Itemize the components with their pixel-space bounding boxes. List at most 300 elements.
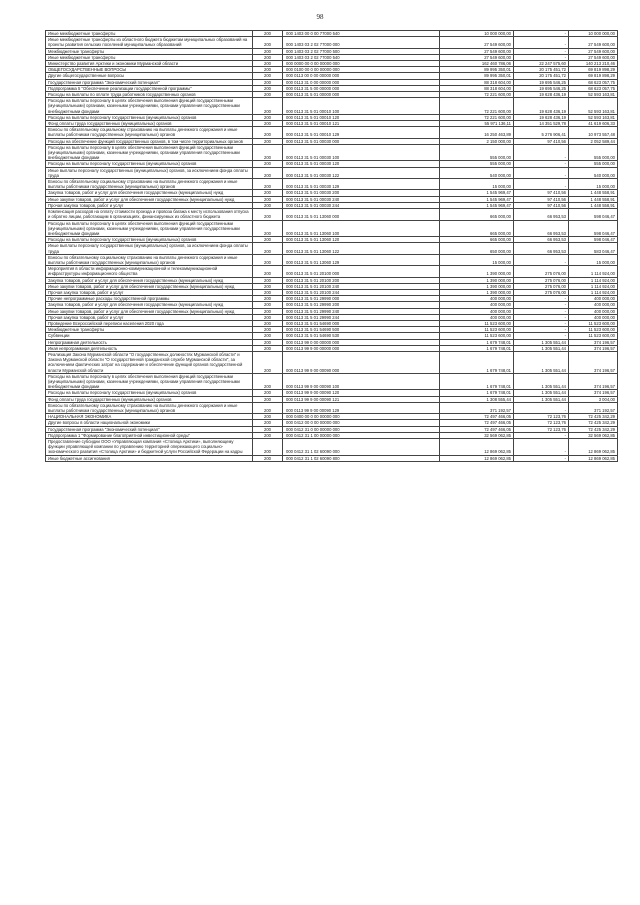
table-row <box>46 373 618 390</box>
row-budget-cell: 89 995 350,01 <box>440 67 514 73</box>
row-code-cell: 200 <box>253 333 283 339</box>
row-executed-cell: 1 305 551,44 <box>514 390 569 396</box>
row-budget-cell: 12 869 062,85 <box>440 439 514 456</box>
row-budget-cell: 72 221 600,00 <box>440 114 514 120</box>
row-budget-cell: 72 497 466,05 <box>440 414 514 420</box>
row-executed-cell: - <box>514 161 569 167</box>
row-name-cell: Фонд оплаты труда государственных (муниципальных) органов <box>46 396 253 402</box>
row-code-cell: 200 <box>253 314 283 320</box>
row-name-cell: Иные закупки товаров, работ и услуг для обеспечения государственных (муниципальных) нужд <box>46 308 253 314</box>
row-budget-cell: 27 549 600,00 <box>440 48 514 54</box>
row-remaining-cell: 11 523 600,00 <box>569 327 618 333</box>
row-code-cell: 200 <box>253 351 283 373</box>
row-code-cell: 200 <box>253 296 283 302</box>
row-name-cell: Непрограммная деятельность <box>46 339 253 345</box>
row-code-cell: 200 <box>253 179 283 190</box>
row-kbk-cell: 000 1403 03 2 02 77000 000 <box>283 37 440 48</box>
table-row <box>46 254 618 265</box>
row-remaining-cell: 374 196,57 <box>569 345 618 351</box>
row-kbk-cell: 000 0113 31 5 01 54690 530 <box>283 333 440 339</box>
row-name-cell: Расходы на выплаты персоналу в целях обеспечения выполнения функций государственными (муниципальными) органами, казенными учреждениями, органами управления государственными внебюджетными фондами <box>46 98 253 115</box>
row-executed-cell: - <box>514 179 569 190</box>
row-budget-cell: 72 221 600,00 <box>440 92 514 98</box>
row-executed-cell: - <box>514 314 569 320</box>
table-row <box>46 144 618 161</box>
row-remaining-cell: 10 973 557,48 <box>569 127 618 138</box>
row-executed-cell: 20 175 451,72 <box>514 67 569 73</box>
row-kbk-cell: 000 0113 31 5 01 54690 000 <box>283 320 440 326</box>
row-remaining-cell: 374 196,57 <box>569 373 618 390</box>
row-executed-cell: - <box>514 333 569 339</box>
row-kbk-cell: 000 0113 00 0 00 00000 000 <box>283 73 440 79</box>
row-remaining-cell: 27 549 600,00 <box>569 37 618 48</box>
row-executed-cell: 22 247 575,60 <box>514 61 569 67</box>
row-code-cell: 200 <box>253 144 283 161</box>
row-remaining-cell: 27 549 600,00 <box>569 48 618 54</box>
row-code-cell: 200 <box>253 73 283 79</box>
row-remaining-cell: 69 819 898,29 <box>569 67 618 73</box>
row-code-cell: 200 <box>253 202 283 208</box>
row-name-cell: Реализация Закона Мурманской области "О государственных должностях Мурманской области" и Закона Мурманской области "О государственной гражданской службе Мурманской области", за исключением фактических затрат на содержание и обеспечение функций органов государственной власти Мурманской области <box>46 351 253 373</box>
row-name-cell: Взносы по обязательному социальному страхованию на выплаты денежного содержания и иные выплаты работникам государственных (муниципальных) органов <box>46 402 253 413</box>
page-number: 98 <box>316 13 324 21</box>
row-kbk-cell: 000 0412 31 1 00 00000 000 <box>283 432 440 438</box>
row-kbk-cell: 000 0412 31 1 02 60090 800 <box>283 455 440 461</box>
row-kbk-cell: 000 0113 31 5 01 00010 100 <box>283 98 440 115</box>
row-kbk-cell: 000 0113 99 9 00 00090 121 <box>283 396 440 402</box>
row-budget-cell: 27 549 600,00 <box>440 37 514 48</box>
row-remaining-cell: 374 196,57 <box>569 390 618 396</box>
row-kbk-cell: 000 0113 31 5 00 00000 000 <box>283 85 440 91</box>
table-row <box>46 220 618 237</box>
row-name-cell: Иные выплаты персоналу государственных (муниципальных) органов, за исключением фонда оплаты труда <box>46 167 253 178</box>
row-executed-cell: - <box>514 302 569 308</box>
row-remaining-cell: 1 114 924,00 <box>569 289 618 295</box>
row-code-cell: 200 <box>253 114 283 120</box>
row-code-cell: 200 <box>253 98 283 115</box>
row-code-cell: 200 <box>253 67 283 73</box>
row-budget-cell: 15 000,00 <box>440 179 514 190</box>
row-budget-cell: 555 000,00 <box>440 161 514 167</box>
row-code-cell: 200 <box>253 127 283 138</box>
row-budget-cell: 88 318 604,00 <box>440 79 514 85</box>
row-name-cell: Прочие непрограммные расходы государственной программы <box>46 296 253 302</box>
row-name-cell: Компенсация расходов на оплату стоимости проезда и провоза багажа к месту использования отпуска и обратно лицам, работающим в организациях, финансируемых из областного бюджета <box>46 209 253 220</box>
row-remaining-cell: 1 114 924,00 <box>569 266 618 277</box>
row-budget-cell: 400 000,00 <box>440 296 514 302</box>
row-code-cell: 200 <box>253 209 283 220</box>
row-budget-cell: 1 679 748,01 <box>440 351 514 373</box>
row-executed-cell: 275 076,00 <box>514 277 569 283</box>
row-name-cell: Закупка товаров, работ и услуг для обеспечения государственных (муниципальных) нужд <box>46 190 253 196</box>
row-executed-cell: 20 175 451,72 <box>514 73 569 79</box>
row-executed-cell: 1 305 551,44 <box>514 339 569 345</box>
row-remaining-cell: 400 000,00 <box>569 308 618 314</box>
table-row <box>46 351 618 373</box>
row-executed-cell: 97 410,56 <box>514 138 569 144</box>
row-name-cell: Прочая закупка товаров, работ и услуг <box>46 202 253 208</box>
row-remaining-cell: 1 114 924,00 <box>569 277 618 283</box>
row-budget-cell: 665 000,00 <box>440 237 514 243</box>
row-budget-cell: 400 000,00 <box>440 314 514 320</box>
row-remaining-cell: 10 000 000,00 <box>569 31 618 37</box>
row-remaining-cell: 52 593 163,81 <box>569 92 618 98</box>
table-row <box>46 402 618 413</box>
row-budget-cell: 16 250 463,89 <box>440 127 514 138</box>
row-kbk-cell: 000 0412 31 1 02 60090 000 <box>283 439 440 456</box>
row-executed-cell: - <box>514 254 569 265</box>
row-name-cell: Прочая закупка товаров, работ и услуг <box>46 289 253 295</box>
row-budget-cell: 1 679 748,01 <box>440 373 514 390</box>
row-code-cell: 200 <box>253 54 283 60</box>
row-budget-cell: 10 000 000,00 <box>440 31 514 37</box>
row-name-cell: Закупка товаров, работ и услуг для обеспечения государственных (муниципальных) нужд <box>46 302 253 308</box>
table-row <box>46 127 618 138</box>
row-budget-cell: 1 308 555,44 <box>440 396 514 402</box>
row-executed-cell: 97 410,56 <box>514 190 569 196</box>
row-name-cell: Иные межбюджетные трансферты <box>46 54 253 60</box>
row-budget-cell: 1 545 969,47 <box>440 196 514 202</box>
row-executed-cell: 19 628 436,19 <box>514 98 569 115</box>
row-remaining-cell: 69 819 898,29 <box>569 73 618 79</box>
row-name-cell: Государственная программа "Экономический потенциал" <box>46 426 253 432</box>
row-kbk-cell: 000 0113 31 5 01 13060 000 <box>283 209 440 220</box>
row-executed-cell: - <box>514 439 569 456</box>
row-kbk-cell: 000 0113 99 9 00 00090 100 <box>283 373 440 390</box>
row-budget-cell: 1 545 969,47 <box>440 202 514 208</box>
row-executed-cell: 72 123,76 <box>514 414 569 420</box>
row-budget-cell: 72 497 466,05 <box>440 420 514 426</box>
row-executed-cell: 97 410,56 <box>514 196 569 202</box>
row-name-cell: Министерство развития Арктики и экономики Мурманской области <box>46 61 253 67</box>
row-name-cell: Прочая закупка товаров, работ и услуг <box>46 314 253 320</box>
row-executed-cell: 275 076,00 <box>514 289 569 295</box>
row-remaining-cell: 12 869 062,85 <box>569 439 618 456</box>
row-budget-cell: 1 390 000,00 <box>440 283 514 289</box>
row-executed-cell: 275 076,00 <box>514 283 569 289</box>
row-kbk-cell: 000 0113 31 5 01 13060 129 <box>283 254 440 265</box>
row-code-cell: 200 <box>253 327 283 333</box>
row-remaining-cell: 32 569 062,85 <box>569 432 618 438</box>
row-kbk-cell: 000 0113 99 9 00 00090 129 <box>283 402 440 413</box>
row-budget-cell: 1 679 748,01 <box>440 390 514 396</box>
row-budget-cell: 665 000,00 <box>440 220 514 237</box>
row-executed-cell: - <box>514 296 569 302</box>
row-name-cell: Закупка товаров, работ и услуг для обеспечения государственных (муниципальных) нужд <box>46 277 253 283</box>
row-name-cell: Межбюджетные трансферты <box>46 48 253 54</box>
row-budget-cell: 1 545 969,47 <box>440 190 514 196</box>
table-row <box>46 179 618 190</box>
row-code-cell: 200 <box>253 121 283 127</box>
row-kbk-cell: 000 0113 99 0 00 00000 000 <box>283 339 440 345</box>
row-code-cell: 200 <box>253 283 283 289</box>
row-kbk-cell: 000 1403 03 2 02 77000 500 <box>283 48 440 54</box>
row-kbk-cell: 000 0412 00 0 00 00000 000 <box>283 420 440 426</box>
row-kbk-cell: 000 0113 31 5 01 00010 120 <box>283 114 440 120</box>
row-name-cell: Иные межбюджетные трансферты из областного бюджета бюджетам муниципальных образований на проекты развития сельских поселений муниципальных образований <box>46 37 253 48</box>
row-name-cell: Расходы на выплаты по оплате труда работников государственных органов <box>46 92 253 98</box>
row-kbk-cell: 000 0113 31 5 01 29990 240 <box>283 308 440 314</box>
row-budget-cell: 555 000,00 <box>440 144 514 161</box>
row-remaining-cell: 374 196,57 <box>569 351 618 373</box>
row-kbk-cell: 000 0113 31 5 01 00030 000 <box>283 138 440 144</box>
row-remaining-cell: 12 869 062,85 <box>569 455 618 461</box>
row-code-cell: 200 <box>253 345 283 351</box>
row-code-cell: 200 <box>253 302 283 308</box>
row-kbk-cell: 000 0113 31 5 01 20100 000 <box>283 266 440 277</box>
row-code-cell: 200 <box>253 167 283 178</box>
budget-table <box>45 30 618 462</box>
row-executed-cell: 1 305 551,44 <box>514 351 569 373</box>
row-remaining-cell: 27 549 600,00 <box>569 54 618 60</box>
row-code-cell: 200 <box>253 439 283 456</box>
row-budget-cell: 12 869 062,85 <box>440 455 514 461</box>
row-name-cell: Межбюджетные трансферты <box>46 327 253 333</box>
row-budget-cell: 1 679 748,01 <box>440 345 514 351</box>
row-remaining-cell: 1 448 558,91 <box>569 190 618 196</box>
row-name-cell: Подпрограмма 1 "Формирование благоприятной инвестиционной среды" <box>46 432 253 438</box>
row-budget-cell: 400 000,00 <box>440 302 514 308</box>
row-name-cell: Фонд оплаты труда государственных (муниципальных) органов <box>46 121 253 127</box>
row-name-cell: Взносы по обязательному социальному страхованию на выплаты денежного содержания и иные выплаты работникам государственных (муниципальных) органов <box>46 254 253 265</box>
row-remaining-cell: 72 425 342,29 <box>569 426 618 432</box>
row-remaining-cell: 400 000,00 <box>569 302 618 308</box>
row-remaining-cell: 371 192,57 <box>569 402 618 413</box>
row-executed-cell: 72 123,76 <box>514 420 569 426</box>
row-executed-cell: - <box>514 455 569 461</box>
row-budget-cell: 665 000,00 <box>440 209 514 220</box>
row-budget-cell: 88 318 604,00 <box>440 85 514 91</box>
row-kbk-cell: 000 0113 31 5 01 20100 244 <box>283 289 440 295</box>
row-kbk-cell: 000 0113 31 5 01 00000 000 <box>283 92 440 98</box>
row-code-cell: 200 <box>253 426 283 432</box>
row-budget-cell: 11 523 600,00 <box>440 333 514 339</box>
row-kbk-cell: 000 0113 31 5 01 00030 120 <box>283 161 440 167</box>
row-executed-cell: 19 695 546,25 <box>514 85 569 91</box>
row-executed-cell: 14 351 529,78 <box>514 121 569 127</box>
row-remaining-cell: 72 425 342,29 <box>569 420 618 426</box>
row-code-cell: 200 <box>253 61 283 67</box>
row-kbk-cell: 000 0113 31 5 01 29990 000 <box>283 296 440 302</box>
row-executed-cell: 66 953,53 <box>514 220 569 237</box>
row-code-cell: 200 <box>253 243 283 254</box>
row-executed-cell: 5 276 906,41 <box>514 127 569 138</box>
row-kbk-cell: 000 0000 00 0 00 00000 000 <box>283 61 440 67</box>
row-name-cell: Расходы на выплаты персоналу в целях обеспечения выполнения функций государственными (муниципальными) органами, казенными учреждениями, органами управления государственными внебюджетными фондами <box>46 373 253 390</box>
row-code-cell: 200 <box>253 432 283 438</box>
row-code-cell: 200 <box>253 79 283 85</box>
row-executed-cell: - <box>514 167 569 178</box>
row-executed-cell: 66 953,53 <box>514 243 569 254</box>
row-remaining-cell: 598 046,47 <box>569 220 618 237</box>
row-name-cell: Предоставление субсидии ООО «Управляющая компания «Столица Арктики», выполняющему функции управляющей компании по управлению территорией опережающего социально-экономического развития «Столица Арктики» и бюджетной услуги Российской Федерации на кадры <box>46 439 253 456</box>
row-remaining-cell: 52 593 163,81 <box>569 114 618 120</box>
row-executed-cell: - <box>514 320 569 326</box>
row-executed-cell: - <box>514 54 569 60</box>
row-executed-cell: 1 305 551,44 <box>514 373 569 390</box>
row-remaining-cell: 1 448 558,91 <box>569 202 618 208</box>
row-kbk-cell: 000 0113 99 9 00 00000 000 <box>283 345 440 351</box>
row-budget-cell: 72 221 600,00 <box>440 98 514 115</box>
row-code-cell: 200 <box>253 190 283 196</box>
row-remaining-cell: 68 623 057,75 <box>569 85 618 91</box>
row-executed-cell: - <box>514 31 569 37</box>
row-kbk-cell: 000 0113 99 9 00 00090 000 <box>283 351 440 373</box>
row-kbk-cell: 000 0113 31 5 01 00010 121 <box>283 121 440 127</box>
row-name-cell: Расходы на выплаты персоналу в целях обеспечения выполнения функций государственными (муниципальными) органами, казенными учреждениями, органами управления государственными внебюджетными фондами <box>46 220 253 237</box>
row-remaining-cell: 374 196,57 <box>569 339 618 345</box>
row-kbk-cell: 000 0400 00 0 00 00000 000 <box>283 414 440 420</box>
row-name-cell: НАЦИОНАЛЬНАЯ ЭКОНОМИКА <box>46 414 253 420</box>
row-kbk-cell: 000 0113 31 5 01 54690 500 <box>283 327 440 333</box>
row-code-cell: 200 <box>253 414 283 420</box>
row-name-cell: Мероприятия в области информационно-коммуникационной и телекоммуникационной инфраструктуры информационного общества <box>46 266 253 277</box>
row-name-cell: Расходы на выплаты персоналу государственных (муниципальных) органов <box>46 161 253 167</box>
row-kbk-cell: 000 0113 31 5 01 00030 240 <box>283 196 440 202</box>
table-row <box>46 243 618 254</box>
row-executed-cell: - <box>514 402 569 413</box>
row-kbk-cell: 000 0113 31 0 00 00000 000 <box>283 79 440 85</box>
row-name-cell: Другие общегосударственные вопросы <box>46 73 253 79</box>
row-kbk-cell: 000 0113 99 9 00 00090 120 <box>283 390 440 396</box>
row-code-cell: 200 <box>253 92 283 98</box>
row-code-cell: 200 <box>253 289 283 295</box>
row-name-cell: Иная непрограммная деятельность <box>46 345 253 351</box>
row-executed-cell: 66 953,53 <box>514 209 569 220</box>
row-executed-cell: 19 628 436,19 <box>514 114 569 120</box>
row-budget-cell: 27 549 600,00 <box>440 54 514 60</box>
row-name-cell: Другие вопросы в области национальной экономики <box>46 420 253 426</box>
row-budget-cell: 1 390 000,00 <box>440 266 514 277</box>
row-code-cell: 200 <box>253 308 283 314</box>
row-remaining-cell: 68 623 057,75 <box>569 79 618 85</box>
row-executed-cell: - <box>514 48 569 54</box>
row-code-cell: 200 <box>253 455 283 461</box>
row-code-cell: 200 <box>253 237 283 243</box>
row-name-cell: Расходы на выплаты персоналу государственных (муниципальных) органов <box>46 114 253 120</box>
row-kbk-cell: 000 0100 00 0 00 00000 000 <box>283 67 440 73</box>
row-name-cell: Подпрограмма 5 "Обеспечение реализации государственной программы" <box>46 85 253 91</box>
row-remaining-cell: 540 000,00 <box>569 167 618 178</box>
row-remaining-cell: 11 523 600,00 <box>569 333 618 339</box>
table-row <box>46 266 618 277</box>
row-budget-cell: 72 497 466,05 <box>440 426 514 432</box>
row-code-cell: 200 <box>253 277 283 283</box>
row-executed-cell: 1 305 551,44 <box>514 345 569 351</box>
row-executed-cell: 19 628 436,19 <box>514 92 569 98</box>
row-remaining-cell: 555 000,00 <box>569 161 618 167</box>
table-row <box>46 455 618 461</box>
row-name-cell: Иные закупки товаров, работ и услуг для обеспечения государственных (муниципальных) нужд <box>46 196 253 202</box>
table-row <box>46 209 618 220</box>
row-executed-cell: - <box>514 432 569 438</box>
row-budget-cell: 89 995 350,01 <box>440 73 514 79</box>
row-kbk-cell: 000 1403 03 2 02 77000 540 <box>283 54 440 60</box>
table-row <box>46 37 618 48</box>
row-executed-cell: 275 076,00 <box>514 266 569 277</box>
row-name-cell: ОБЩЕГОСУДАРСТВЕННЫЕ ВОПРОСЫ <box>46 67 253 73</box>
row-remaining-cell: 15 000,00 <box>569 179 618 190</box>
row-kbk-cell: 000 0412 31 0 00 00000 000 <box>283 426 440 432</box>
row-remaining-cell: 400 000,00 <box>569 296 618 302</box>
row-remaining-cell: 140 213 210,46 <box>569 61 618 67</box>
row-remaining-cell: 598 046,47 <box>569 209 618 220</box>
row-executed-cell: - <box>514 327 569 333</box>
row-executed-cell: 66 953,53 <box>514 237 569 243</box>
row-remaining-cell: 2 052 589,44 <box>569 138 618 144</box>
row-name-cell: Взносы по обязательному социальному страхованию на выплаты денежного содержания и иные выплаты работникам государственных (муниципальных) органов <box>46 127 253 138</box>
row-name-cell: Расходы на выплаты персоналу государственных (муниципальных) органов <box>46 237 253 243</box>
row-remaining-cell: 555 000,00 <box>569 144 618 161</box>
row-code-cell: 200 <box>253 220 283 237</box>
row-remaining-cell: 52 593 163,81 <box>569 98 618 115</box>
row-budget-cell: 650 000,00 <box>440 243 514 254</box>
row-name-cell: Взносы по обязательному социальному страхованию на выплаты денежного содержания и иные выплаты работникам государственных (муниципальных) органов <box>46 179 253 190</box>
row-kbk-cell: 000 0113 31 5 01 20100 240 <box>283 283 440 289</box>
row-code-cell: 200 <box>253 420 283 426</box>
row-kbk-cell: 000 0113 31 5 01 13060 122 <box>283 243 440 254</box>
row-remaining-cell: 15 000,00 <box>569 254 618 265</box>
row-budget-cell: 162 460 786,06 <box>440 61 514 67</box>
row-name-cell: Проведение Всероссийской переписи населения 2020 года <box>46 320 253 326</box>
table-row <box>46 98 618 115</box>
row-kbk-cell: 000 0113 31 5 01 00030 200 <box>283 190 440 196</box>
row-code-cell: 200 <box>253 373 283 390</box>
row-code-cell: 200 <box>253 31 283 37</box>
row-kbk-cell: 000 0113 31 5 01 29990 244 <box>283 314 440 320</box>
row-remaining-cell: 11 523 600,00 <box>569 320 618 326</box>
row-executed-cell: - <box>514 37 569 48</box>
row-budget-cell: 15 000,00 <box>440 254 514 265</box>
row-remaining-cell: 72 425 342,29 <box>569 414 618 420</box>
row-budget-cell: 1 390 000,00 <box>440 289 514 295</box>
row-kbk-cell: 000 0113 31 5 01 00030 100 <box>283 144 440 161</box>
row-kbk-cell: 000 0113 31 5 01 00030 244 <box>283 202 440 208</box>
row-kbk-cell: 000 0113 31 5 01 00030 129 <box>283 179 440 190</box>
row-budget-cell: 11 523 600,00 <box>440 327 514 333</box>
row-code-cell: 200 <box>253 196 283 202</box>
row-budget-cell: 55 971 136,11 <box>440 121 514 127</box>
row-code-cell: 200 <box>253 266 283 277</box>
row-name-cell: Государственная программа "Экономический потенциал" <box>46 79 253 85</box>
row-remaining-cell: 1 114 924,00 <box>569 283 618 289</box>
row-executed-cell: 1 305 551,44 <box>514 396 569 402</box>
row-kbk-cell: 000 0113 31 5 01 00010 129 <box>283 127 440 138</box>
row-name-cell: Иные закупки товаров, работ и услуг для обеспечения государственных (муниципальных) нужд <box>46 283 253 289</box>
row-code-cell: 200 <box>253 37 283 48</box>
row-kbk-cell: 000 0113 31 5 01 13060 100 <box>283 220 440 237</box>
row-budget-cell: 1 390 000,00 <box>440 277 514 283</box>
row-code-cell: 200 <box>253 161 283 167</box>
table-row <box>46 167 618 178</box>
row-budget-cell: 540 000,00 <box>440 167 514 178</box>
row-kbk-cell: 000 0113 31 5 01 29990 200 <box>283 302 440 308</box>
row-budget-cell: 32 569 062,85 <box>440 432 514 438</box>
row-code-cell: 200 <box>253 138 283 144</box>
row-code-cell: 200 <box>253 396 283 402</box>
row-code-cell: 200 <box>253 254 283 265</box>
row-budget-cell: 2 150 000,00 <box>440 138 514 144</box>
row-executed-cell: - <box>514 144 569 161</box>
row-name-cell: Расходы на выплаты персоналу в целях обеспечения выполнения функций государственными (муниципальными) органами, казенными учреждениями, органами управления государственными внебюджетными фондами <box>46 144 253 161</box>
row-code-cell: 200 <box>253 320 283 326</box>
row-remaining-cell: 41 619 606,33 <box>569 121 618 127</box>
row-budget-cell: 1 679 748,01 <box>440 339 514 345</box>
row-code-cell: 200 <box>253 48 283 54</box>
row-remaining-cell: 400 000,00 <box>569 314 618 320</box>
row-executed-cell: 97 410,56 <box>514 202 569 208</box>
row-kbk-cell: 000 0113 31 5 01 13060 120 <box>283 237 440 243</box>
